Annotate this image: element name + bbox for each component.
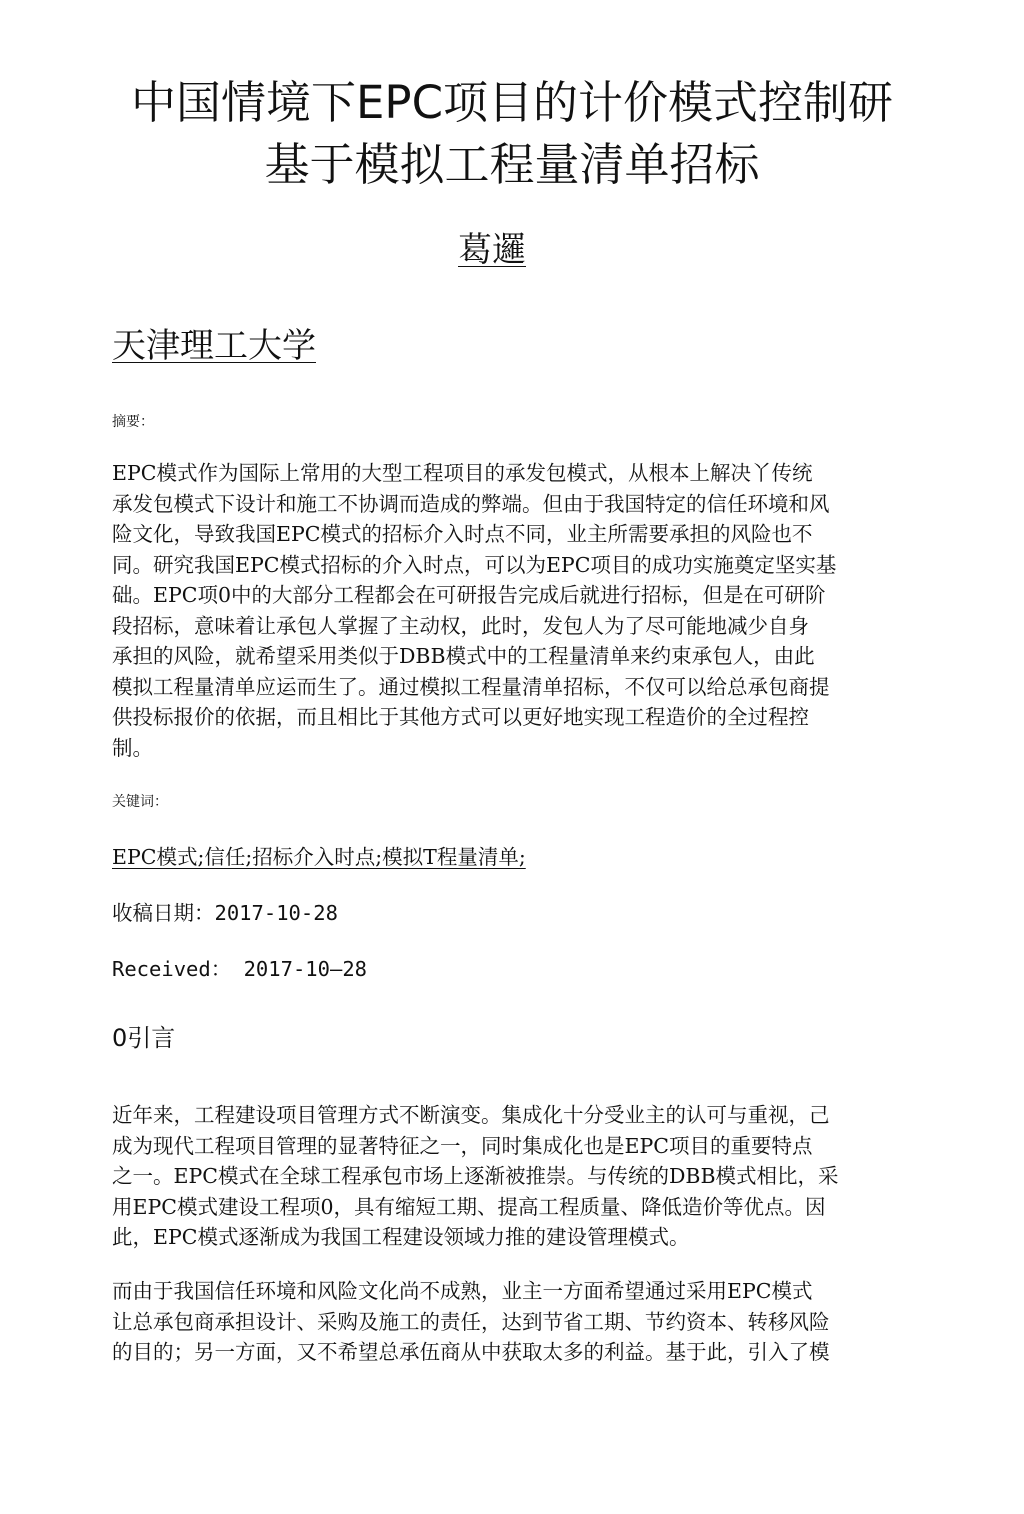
author-name: 葛邏 <box>458 230 526 270</box>
abstract-text: EPC模式作为国际上常用的大型工程项目的承发包模式，从根本上解决丫传统 承发包模式下设计和施工不协调而造成的弊端。但由于我国特定的信任环境和风 险文化，导致我国EPC模式的招标介入时点不同，业主所需要承担的风险也不 同。研究我国EPC模式招标的介入时点，可以为EPC项目的成功实施奠定坚实基 础。EPC项0中的大部分工程都会在可研报告完成后就进行招标，但是在可研阶 段招标，意味着让承包人掌握了主动权，此时，发包人为了尽可能地减少自身 承担的风险，就希望采用类似于DBB模式中的工程量清单来约束承包人，由此 模拟工程量清单应运而生了。通过模拟工程量清单招标，不仅可以给总承包商提 供投标报价的依据，而且相比于其他方式可以更好地实现工程造价的全过程控 制。 <box>112 461 837 760</box>
section-heading: 0引言 <box>112 1024 176 1052</box>
keywords-text: EPC模式;信任;招标介入时点;模拟T程量清单; <box>112 845 526 869</box>
title-line-1: 中国情境下EPC项目的计价模式控制研 <box>131 76 893 129</box>
affiliation: 天津理工大学 <box>112 326 316 366</box>
title-line-2: 基于模拟工程量清单招标 <box>264 138 760 191</box>
intro-paragraph-2: 而由于我国信任环境和风险文化尚不成熟，业主一方面希望通过采用EPC模式 让总承包商承担设计、采购及施工的责任，达到节省工期、节约资本、转移风险 的目的；另一方面，又不希望总承伍商从中获取太多的利益。基于此，引入了模 <box>112 1279 830 1364</box>
received-date: Received： 2017-10—28 <box>112 957 367 981</box>
author <box>0 228 984 272</box>
revised-date: 收稿日期：2017-10-28 <box>112 901 338 925</box>
keywords-label: 关键词： <box>112 794 168 810</box>
abstract-label: 摘要： <box>112 414 154 430</box>
intro-paragraph-1: 近年来，工程建设项目管理方式不断演变。集成化十分受业主的认可与重视，己 成为现代工程项目管理的显著特征之一，同时集成化也是EPC项目的重要特点 之一。EPC模式在全球工程承包市场上逐渐被推崇。与传统的DBB模式相比，采 用EPC模式建设工程项0，具有缩短工期、提高工程质量、降低造价等优点。因 此，EPC模式逐渐成为我国工程建设领域力推的建设管理模式。 <box>112 1103 839 1249</box>
